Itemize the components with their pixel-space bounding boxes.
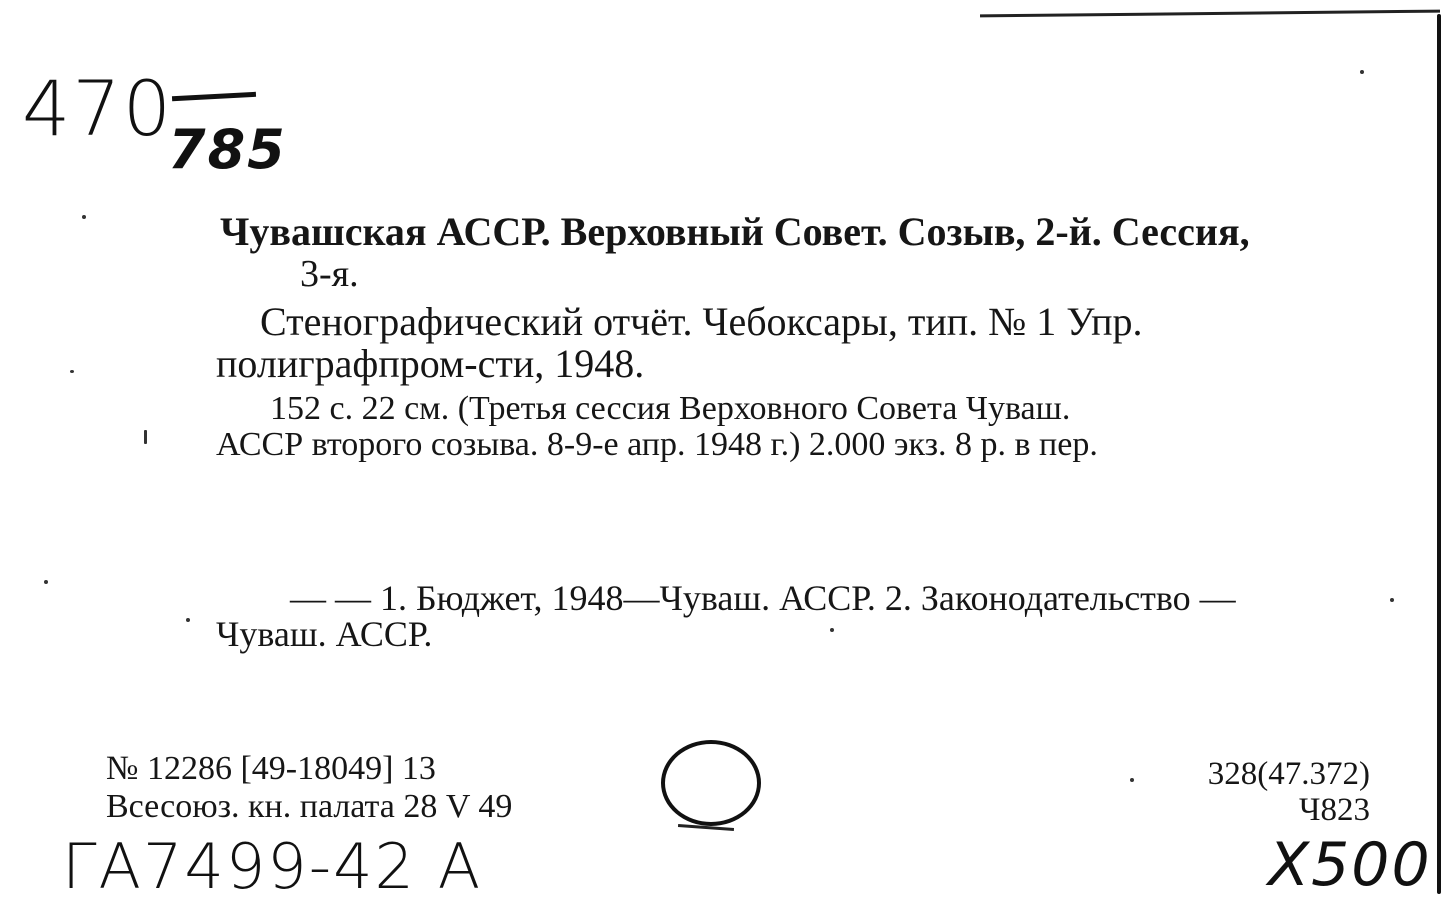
- scan-speck: [70, 370, 74, 373]
- scan-speck: [144, 430, 147, 444]
- scan-speck: [44, 580, 48, 584]
- entry-description-line1: 152 с. 22 см. (Третья сессия Верховного Совета Чуваш.: [270, 390, 1071, 427]
- handwritten-fraction-bar: [172, 92, 256, 101]
- subject-headings-line1: — — 1. Бюджет, 1948—Чуваш. АССР. 2. Законодательство —: [290, 578, 1236, 618]
- handwritten-copy-mark: Х500: [1268, 830, 1432, 898]
- scan-speck: [1360, 70, 1364, 74]
- card-punch-hole: [661, 740, 761, 826]
- punch-hole-mark: [678, 824, 734, 831]
- book-chamber-stamp: Всесоюз. кн. палата 28 V 49: [106, 788, 513, 825]
- entry-heading-line2: 3-я.: [300, 253, 359, 295]
- entry-title-line1: Стенографический отчёт. Чебоксары, тип. № 1 Упр.: [260, 299, 1143, 344]
- author-cutter-mark: Ч823: [1299, 792, 1370, 828]
- entry-title-line2: полиграфпром-сти, 1948.: [216, 341, 645, 386]
- scan-speck: [1390, 598, 1394, 602]
- udc-classification: 328(47.372): [1207, 756, 1370, 792]
- handwritten-shelf-subnumber: 785: [168, 118, 287, 181]
- scan-speck: [830, 628, 834, 632]
- scan-speck: [186, 618, 190, 622]
- scan-speck: [1130, 778, 1134, 782]
- subject-headings-line2: Чуваш. АССР.: [216, 614, 433, 654]
- card-top-edge: [980, 10, 1440, 18]
- card-right-edge: [1437, 14, 1441, 894]
- scan-speck: [82, 215, 86, 219]
- handwritten-shelf-number: 470: [22, 64, 174, 153]
- entry-heading-line1: Чувашская АССР. Верховный Совет. Созыв, 2-й. Сессия,: [220, 209, 1250, 254]
- handwritten-inventory-number: ГА7499-42 А: [62, 830, 483, 898]
- entry-description-line2: АССР второго созыва. 8-9-е апр. 1948 г.) 2.000 экз. 8 р. в пер.: [216, 426, 1098, 463]
- registration-number: № 12286 [49-18049] 13: [106, 750, 436, 787]
